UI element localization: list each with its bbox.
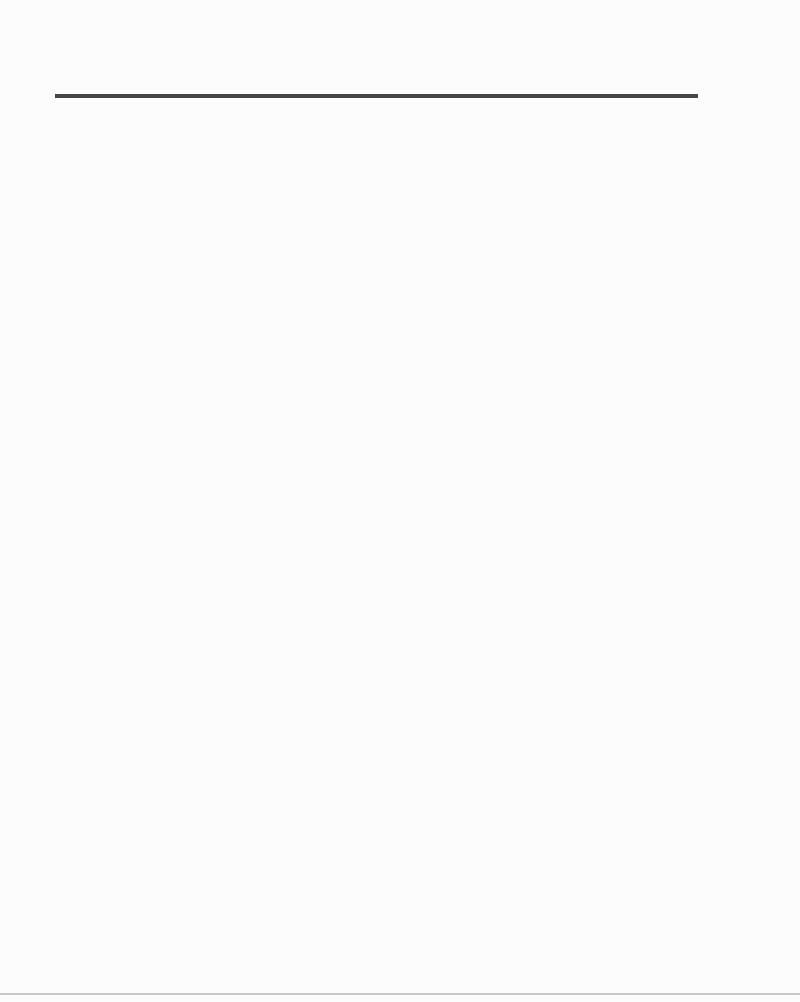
selection-table xyxy=(55,94,698,98)
footer-divider xyxy=(0,993,800,995)
